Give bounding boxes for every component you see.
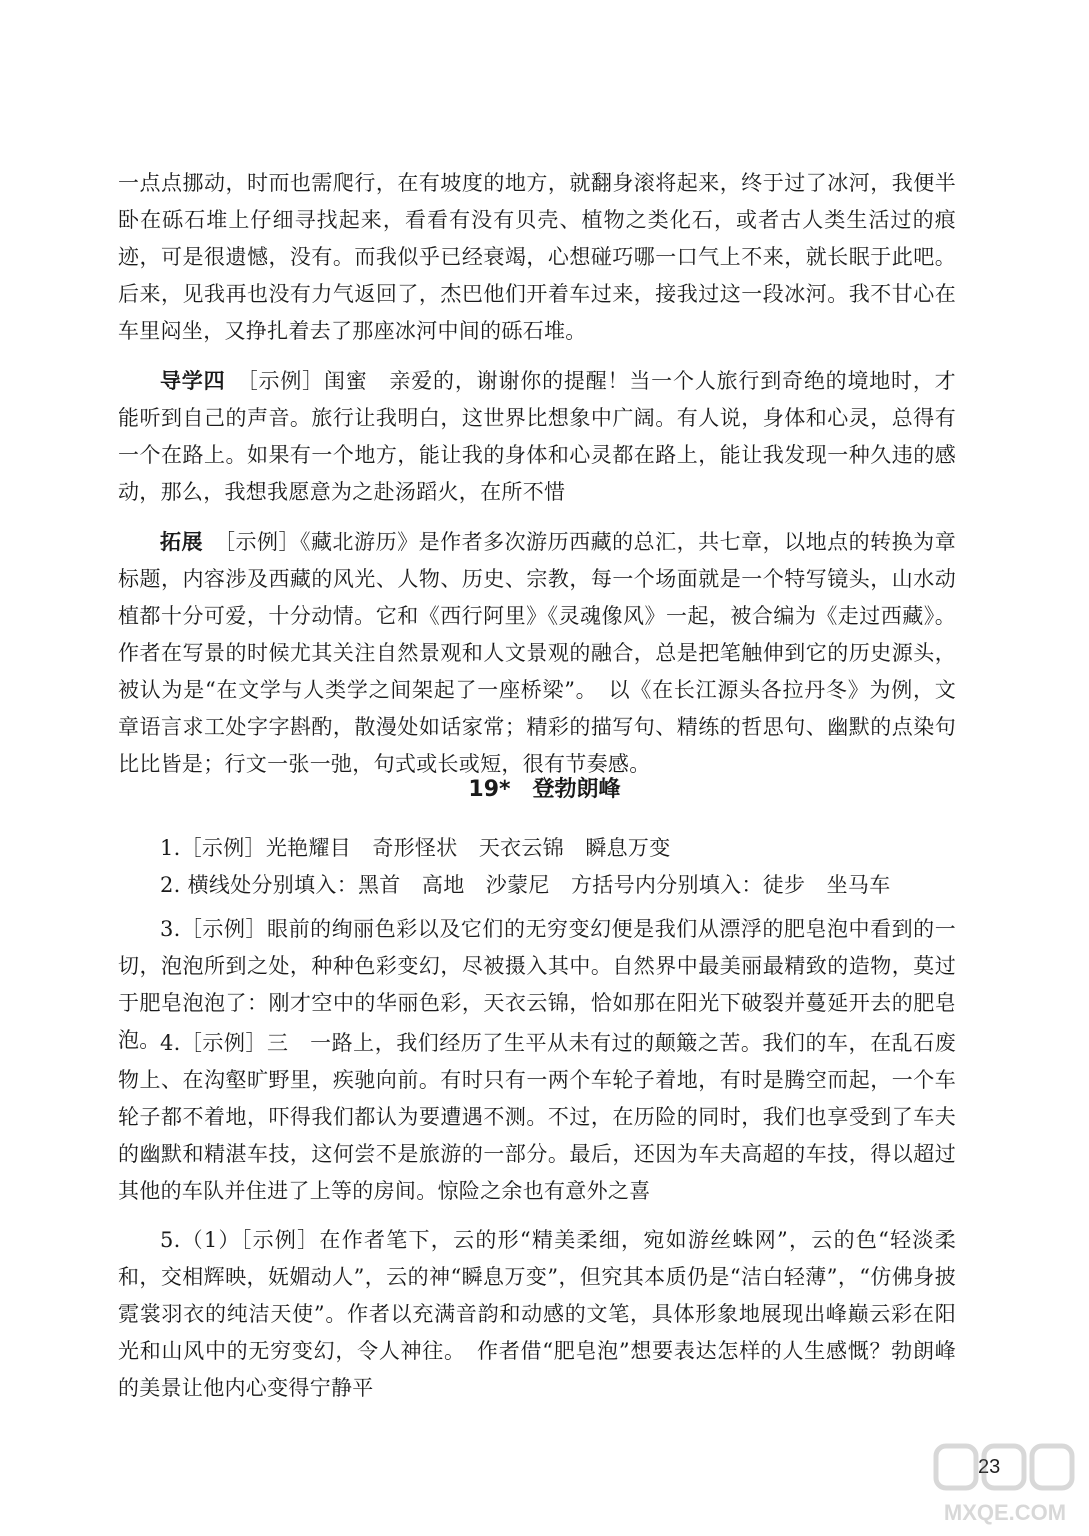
answer-item-5: 5.（1）［示例］在作者笔下，云的形“精美柔细，宛如游丝蛛网”，云的色“轻淡柔和，交相辉映，妩媚动人”，云的神“瞬息万变”，但究其本质仍是“洁白轻薄”，“仿佛身披霓裳羽衣的纯洁天使”。作者以充满音韵和动感的文笔，具体形象地展现出峰巅云彩在阳光和山风中的无穷变幻，令人神往。 作者借“肥皂泡”想要表达怎样的人生感慨？勃朗峰的美景让他内心变得宁静平 [118,1228,956,1400]
page-number: 23 [978,1456,1001,1478]
section-heading [0,772,1089,803]
paragraph-label: 拓展 [160,530,204,554]
section-title: 登勃朗峰 [532,777,621,802]
paragraph-body: ［示例］闺蜜 亲爱的，谢谢你的提醒！当一个人旅行到奇绝的境地时，才能听到自己的声音。旅行让我明白，这世界比想象中广阔。有人说，身体和心灵，总得有一个在路上。如果有一个地方，能让我的身体和心灵都在路上，能让我发现一种久违的感动，那么，我想我愿意为之赴汤蹈火，在所不惜 [118,369,956,504]
answer-item-1: 1.［示例］光艳耀目 奇形怪状 天衣云锦 瞬息万变 [160,836,671,860]
paragraph-daoxue-four [118,363,956,511]
section-number: 19* [468,777,511,802]
answer-item-3: 3.［示例］眼前的绚丽色彩以及它们的无穷变幻便是我们从漂浮的肥皂泡中看到的一切，泡泡所到之处，种种色彩变幻，尽被摄入其中。自然界中最美丽最精致的造物，莫过于肥皂泡泡了：刚才空中的华丽色彩，天衣云锦，恰如那在阳光下破裂并蔓延开去的肥皂泡。 [118,917,956,1052]
answer-item-2: 2. 横线处分别填入：黑首 高地 沙蒙尼 方括号内分别填入：徒步 坐马车 [160,873,891,897]
paragraph-continuation: 一点点挪动，时而也需爬行，在有坡度的地方，就翻身滚将起来，终于过了冰河，我便半卧在砾石堆上仔细寻找起来，看看有没有贝壳、植物之类化石，或者古人类生活过的痕迹，可是很遗憾，没有。而我似乎已经衰竭，心想碰巧哪一口气上不来，就长眠于此吧。后来，见我再也没有力气返回了，杰巴他们开着车过来，接我过这一段冰河。我不甘心在车里闷坐，又挣扎着去了那座冰河中间的砾石堆。 [118,171,956,343]
answer-item-4: 4.［示例］三 一路上，我们经历了生平从未有过的颠簸之苦。我们的车，在乱石废物上、在沟壑旷野里，疾驰向前。有时只有一两个车轮子着地，有时是腾空而起，一个车轮子都不着地，吓得我们都认为要遭遇不测。不过，在历险的同时，我们也享受到了车夫的幽默和精湛车技，这何尝不是旅游的一部分。最后，还因为车夫高超的车技，得以超过其他的车队并住进了上等的房间。惊险之余也有意外之喜 [118,1031,956,1203]
paragraph-tuozhan [118,524,956,783]
watermark-text: MXQE.COM [943,1500,1067,1525]
paragraph-label: 导学四 [160,369,226,393]
watermark-logo [930,1440,1080,1530]
paragraph-body: ［示例］《藏北游历》是作者多次游历西藏的总汇，共七章，以地点的转换为章标题，内容涉及西藏的风光、人物、历史、宗教，每一个场面就是一个特写镜头，山水动植都十分可爱，十分动情。它和《西行阿里》《灵魂像风》一起，被合编为《走过西藏》。作者在写景的时候尤其关注自然景观和人文景观的融合，总是把笔触伸到它的历史源头，被认为是“在文学与人类学之间架起了一座桥梁”。 以《在长江源头各拉丹冬》为例，文章语言求工处字字斟酌，散漫处如话家常；精彩的描写句、精练的哲思句、幽默的点染句比比皆是；行文一张一弛，句式或长或短，很有节奏感。 [118,530,956,776]
